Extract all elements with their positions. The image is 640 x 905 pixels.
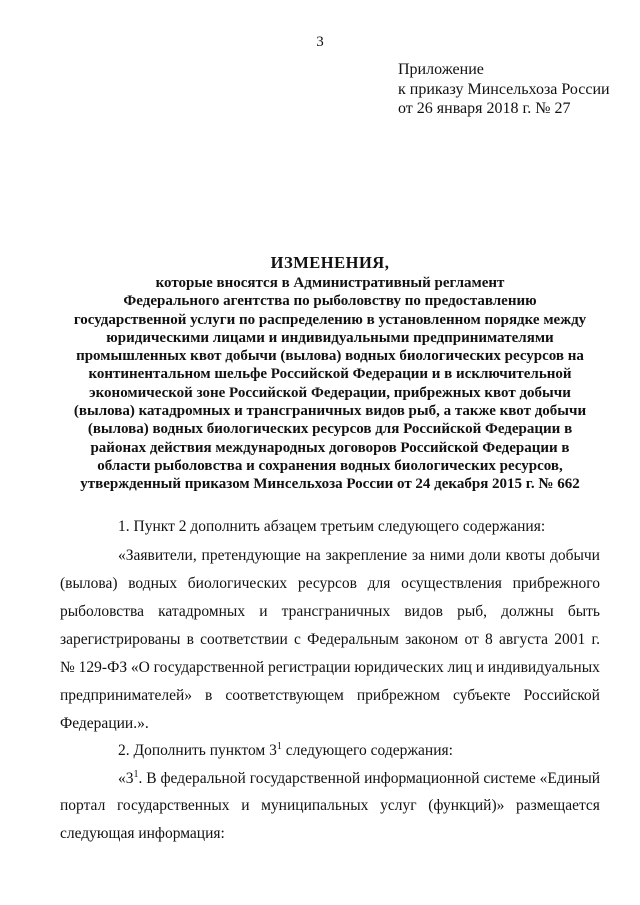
word: юридических [354,659,444,676]
word: должны [501,603,554,620]
word: прибрежном [356,687,440,704]
quote-2-open: «3 [118,770,134,788]
word: соответствующем [225,687,344,704]
title-line: экономической зоне Российской Федерации, прибрежных квот добычи [89,384,571,401]
quote-1-line-3 [60,603,600,621]
word: 2001 [554,631,586,648]
word: осуществления [401,575,502,592]
word: индивидуальных [487,659,600,676]
word: услуг [380,797,417,814]
title-line: (вылова) водных биологических ресурсов для Российской Федерации в [87,421,573,438]
word: ресурсов [297,575,357,592]
word: предпринимателей» [60,687,193,704]
word: с [294,631,301,648]
quote-1-line-2 [60,575,600,593]
word: и [259,603,268,620]
quote-2-line-2 [60,797,600,815]
word: (функций)» [428,797,505,814]
superscript: 1 [276,741,282,752]
quote-1-line-6 [60,687,600,705]
word: ними [429,547,465,564]
word: г. [591,631,600,648]
word: рыб, [457,603,487,620]
word: государственных [116,797,230,814]
word: Федеральным [307,631,399,648]
word: 8 [485,631,493,648]
word: портал [60,797,106,814]
title-line: континентальном шельфе Российской Федерации и в исключительной [88,366,572,383]
word: муниципальных [261,797,369,814]
word: Российской [523,687,600,704]
word: зарегистрированы [60,631,181,648]
word: рыболовства [60,603,144,620]
word: размещается [516,797,600,814]
quote-1-line-4 [60,631,600,649]
quote-2-line-1 [118,769,600,788]
quote-1-line-7: Федерации.». [60,715,149,732]
title-line: которые вносятся в Административный регламент [155,275,505,291]
word: «Заявители, [118,547,197,564]
word: и [475,659,484,676]
word: закрепление [325,547,408,564]
paragraph-2-text: 2. Дополнить пунктом 3 [118,742,277,760]
title-heading: ИЗМЕНЕНИЯ, [270,253,390,272]
word: доли [469,547,501,564]
word: на [305,547,321,564]
document-title [60,252,600,494]
page-number: 3 [316,34,324,50]
word: августа [498,631,549,648]
paragraph-2-text-end: следующего содержания: [281,742,453,760]
title-line: промышленных квот добычи (вылова) водных биологических ресурсов на [76,348,584,365]
word: катадромных [158,603,246,620]
word: видов [404,603,443,620]
quote-1-line-1 [118,547,600,565]
word: быть [567,603,600,620]
title-line: юридическими лицами и индивидуальными предпринимателями [106,329,554,346]
appendix-line-1: Приложение [398,61,484,78]
quote-1-line-5 [60,659,600,677]
title-line: утвержденный приказом Минсельхоза России от 24 декабря 2015 г. № 662 [80,476,580,493]
word: водных [128,575,178,592]
quote-2-line-1-text: . В федеральной государственной информационной системе «Единый [138,770,601,788]
quote-2-line-3: следующая информация: [60,825,225,842]
word: за [411,547,425,564]
appendix-line-3: от 26 января 2018 г. № 27 [398,100,571,117]
word: «О [130,659,150,676]
word: квоты [505,547,546,564]
word: регистрации [267,659,351,676]
word: биологических [187,575,288,592]
word: субъекте [452,687,511,704]
word: трансграничных [281,603,391,620]
word: лиц [447,659,472,676]
word: соответствии [200,631,288,648]
title-line: области рыболовства и сохранения водных биологических ресурсов, [97,457,563,474]
appendix-line-2: к приказу Минсельхоза России [398,80,610,98]
paragraph-2 [118,741,453,760]
word: претендующие [201,547,301,564]
word: добычи [549,547,600,564]
word: от [464,631,479,648]
word: в [205,687,213,704]
word: для [367,575,391,592]
appendix-header [398,60,610,119]
superscript: 1 [133,769,139,780]
word: законом [405,631,459,648]
word: прибрежного [512,575,600,592]
paragraph-1: 1. Пункт 2 дополнить абзацем третьим следующего содержания: [118,518,546,535]
title-line: (вылова) катадромных и трансграничных видов рыб, а также квот добычи [73,403,587,420]
title-line: районах действия международных договоров Российской Федерации в [90,439,570,456]
word: государственной [153,659,265,676]
title-line: государственной услуги по распределению в установленном порядке между [73,311,587,328]
word: в [186,631,194,648]
title-line: Федерального агентства по рыболовству по предоставлению [123,293,537,310]
word: (вылова) [60,575,118,592]
word: и [241,797,250,814]
word: № 129-ФЗ [60,659,128,676]
